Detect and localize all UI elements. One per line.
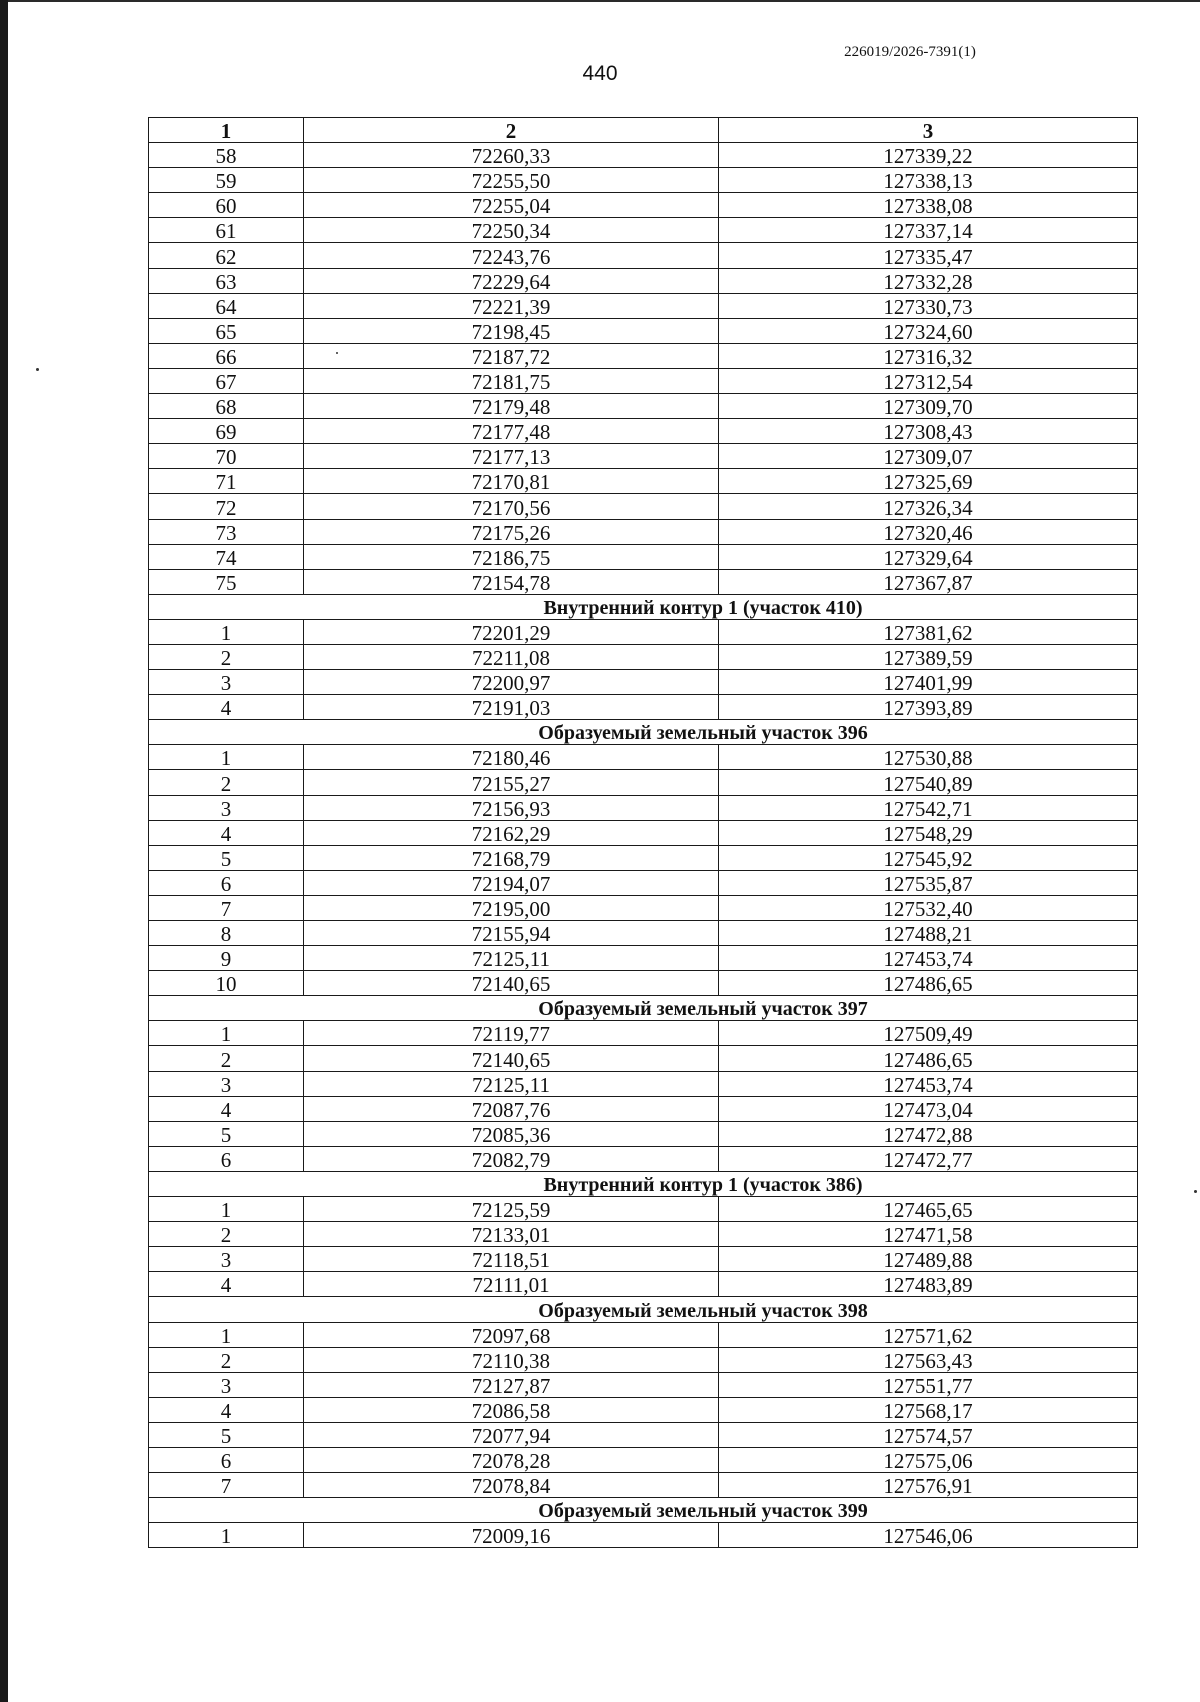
x-coordinate: 72170,81 <box>304 469 719 494</box>
y-coordinate: 127471,58 <box>719 1222 1138 1247</box>
section-title-row <box>149 594 1138 619</box>
x-coordinate: 72255,50 <box>304 168 719 193</box>
y-coordinate: 127453,74 <box>719 946 1138 971</box>
point-number: 1 <box>149 1021 304 1046</box>
x-coordinate: 72177,48 <box>304 419 719 444</box>
x-coordinate: 72181,75 <box>304 368 719 393</box>
table-header-row <box>149 118 1138 143</box>
y-coordinate: 127473,04 <box>719 1096 1138 1121</box>
table-row <box>149 795 1138 820</box>
y-coordinate: 127563,43 <box>719 1347 1138 1372</box>
y-coordinate: 127329,64 <box>719 544 1138 569</box>
y-coordinate: 127542,71 <box>719 795 1138 820</box>
y-coordinate: 127337,14 <box>719 218 1138 243</box>
x-coordinate: 72155,94 <box>304 921 719 946</box>
y-coordinate: 127393,89 <box>719 695 1138 720</box>
column-header: 2 <box>304 118 719 143</box>
x-coordinate: 72221,39 <box>304 293 719 318</box>
x-coordinate: 72175,26 <box>304 519 719 544</box>
x-coordinate: 72186,75 <box>304 544 719 569</box>
y-coordinate: 127326,34 <box>719 494 1138 519</box>
y-coordinate: 127338,13 <box>719 168 1138 193</box>
point-number: 3 <box>149 1247 304 1272</box>
y-coordinate: 127381,62 <box>719 619 1138 644</box>
x-coordinate: 72243,76 <box>304 243 719 268</box>
point-number: 4 <box>149 1272 304 1297</box>
y-coordinate: 127339,22 <box>719 143 1138 168</box>
x-coordinate: 72260,33 <box>304 143 719 168</box>
point-number: 72 <box>149 494 304 519</box>
table-row <box>149 921 1138 946</box>
y-coordinate: 127535,87 <box>719 870 1138 895</box>
table-row <box>149 494 1138 519</box>
y-coordinate: 127551,77 <box>719 1372 1138 1397</box>
y-coordinate: 127316,32 <box>719 343 1138 368</box>
x-coordinate: 72156,93 <box>304 795 719 820</box>
point-number: 2 <box>149 1046 304 1071</box>
y-coordinate: 127576,91 <box>719 1473 1138 1498</box>
x-coordinate: 72078,84 <box>304 1473 719 1498</box>
y-coordinate: 127309,70 <box>719 394 1138 419</box>
x-coordinate: 72168,79 <box>304 845 719 870</box>
x-coordinate: 72097,68 <box>304 1322 719 1347</box>
y-coordinate: 127545,92 <box>719 845 1138 870</box>
x-coordinate: 72211,08 <box>304 644 719 669</box>
x-coordinate: 72154,78 <box>304 569 719 594</box>
section-title-row <box>149 996 1138 1021</box>
point-number: 59 <box>149 168 304 193</box>
point-number: 65 <box>149 318 304 343</box>
x-coordinate: 72201,29 <box>304 619 719 644</box>
table-row <box>149 193 1138 218</box>
table-row <box>149 870 1138 895</box>
section-title-row <box>149 1297 1138 1322</box>
y-coordinate: 127548,29 <box>719 820 1138 845</box>
x-coordinate: 72086,58 <box>304 1397 719 1422</box>
table-row <box>149 619 1138 644</box>
point-number: 2 <box>149 644 304 669</box>
y-coordinate: 127486,65 <box>719 1046 1138 1071</box>
scan-left-edge <box>0 0 8 1702</box>
point-number: 10 <box>149 971 304 996</box>
table-row <box>149 1222 1138 1247</box>
table-row <box>149 745 1138 770</box>
table-row <box>149 770 1138 795</box>
x-coordinate: 72087,76 <box>304 1096 719 1121</box>
table-row <box>149 1146 1138 1171</box>
point-number: 1 <box>149 1197 304 1222</box>
point-number: 4 <box>149 695 304 720</box>
scan-speck <box>36 368 39 371</box>
y-coordinate: 127335,47 <box>719 243 1138 268</box>
y-coordinate: 127571,62 <box>719 1322 1138 1347</box>
section-title: Внутренний контур 1 (участок 386) <box>149 1171 1138 1196</box>
table-row <box>149 1197 1138 1222</box>
x-coordinate: 72127,87 <box>304 1372 719 1397</box>
point-number: 5 <box>149 845 304 870</box>
point-number: 3 <box>149 670 304 695</box>
scan-speck <box>1194 1190 1197 1193</box>
section-title: Образуемый земельный участок 397 <box>149 996 1138 1021</box>
point-number: 1 <box>149 1322 304 1347</box>
point-number: 58 <box>149 143 304 168</box>
table-row <box>149 644 1138 669</box>
point-number: 7 <box>149 895 304 920</box>
column-header: 1 <box>149 118 304 143</box>
table-row <box>149 971 1138 996</box>
x-coordinate: 72191,03 <box>304 695 719 720</box>
table-row <box>149 895 1138 920</box>
section-title-row <box>149 720 1138 745</box>
y-coordinate: 127330,73 <box>719 293 1138 318</box>
section-title-row <box>149 1171 1138 1196</box>
y-coordinate: 127488,21 <box>719 921 1138 946</box>
point-number: 68 <box>149 394 304 419</box>
point-number: 6 <box>149 1447 304 1472</box>
point-number: 75 <box>149 569 304 594</box>
table-row <box>149 670 1138 695</box>
table-row <box>149 845 1138 870</box>
point-number: 2 <box>149 1222 304 1247</box>
table-row <box>149 1473 1138 1498</box>
section-title: Образуемый земельный участок 396 <box>149 720 1138 745</box>
x-coordinate: 72119,77 <box>304 1021 719 1046</box>
point-number: 74 <box>149 544 304 569</box>
point-number: 5 <box>149 1121 304 1146</box>
point-number: 3 <box>149 1372 304 1397</box>
point-number: 61 <box>149 218 304 243</box>
y-coordinate: 127338,08 <box>719 193 1138 218</box>
x-coordinate: 72140,65 <box>304 971 719 996</box>
point-number: 7 <box>149 1473 304 1498</box>
y-coordinate: 127453,74 <box>719 1071 1138 1096</box>
y-coordinate: 127324,60 <box>719 318 1138 343</box>
x-coordinate: 72009,16 <box>304 1523 719 1548</box>
x-coordinate: 72078,28 <box>304 1447 719 1472</box>
point-number: 5 <box>149 1422 304 1447</box>
x-coordinate: 72198,45 <box>304 318 719 343</box>
section-title: Внутренний контур 1 (участок 410) <box>149 594 1138 619</box>
y-coordinate: 127546,06 <box>719 1523 1138 1548</box>
table-row <box>149 318 1138 343</box>
y-coordinate: 127401,99 <box>719 670 1138 695</box>
table-row <box>149 946 1138 971</box>
y-coordinate: 127312,54 <box>719 368 1138 393</box>
y-coordinate: 127489,88 <box>719 1247 1138 1272</box>
table-row <box>149 1372 1138 1397</box>
column-header: 3 <box>719 118 1138 143</box>
point-number: 2 <box>149 770 304 795</box>
point-number: 60 <box>149 193 304 218</box>
x-coordinate: 72125,59 <box>304 1197 719 1222</box>
page-number: 440 <box>582 62 618 85</box>
point-number: 6 <box>149 1146 304 1171</box>
table-row <box>149 168 1138 193</box>
y-coordinate: 127575,06 <box>719 1447 1138 1472</box>
point-number: 66 <box>149 343 304 368</box>
y-coordinate: 127367,87 <box>719 569 1138 594</box>
table-row <box>149 569 1138 594</box>
table-row <box>149 1247 1138 1272</box>
point-number: 64 <box>149 293 304 318</box>
table-row <box>149 268 1138 293</box>
y-coordinate: 127465,65 <box>719 1197 1138 1222</box>
table-row <box>149 1447 1138 1472</box>
table-row <box>149 368 1138 393</box>
point-number: 1 <box>149 745 304 770</box>
x-coordinate: 72077,94 <box>304 1422 719 1447</box>
table-row <box>149 394 1138 419</box>
y-coordinate: 127530,88 <box>719 745 1138 770</box>
y-coordinate: 127483,89 <box>719 1272 1138 1297</box>
point-number: 6 <box>149 870 304 895</box>
y-coordinate: 127325,69 <box>719 469 1138 494</box>
x-coordinate: 72111,01 <box>304 1272 719 1297</box>
x-coordinate: 72195,00 <box>304 895 719 920</box>
x-coordinate: 72155,27 <box>304 770 719 795</box>
point-number: 8 <box>149 921 304 946</box>
point-number: 1 <box>149 1523 304 1548</box>
table-row <box>149 1046 1138 1071</box>
y-coordinate: 127532,40 <box>719 895 1138 920</box>
y-coordinate: 127568,17 <box>719 1397 1138 1422</box>
table-row <box>149 1071 1138 1096</box>
x-coordinate: 72082,79 <box>304 1146 719 1171</box>
y-coordinate: 127486,65 <box>719 971 1138 996</box>
x-coordinate: 72177,13 <box>304 444 719 469</box>
scan-top-edge <box>8 0 1200 2</box>
point-number: 4 <box>149 820 304 845</box>
y-coordinate: 127472,77 <box>719 1146 1138 1171</box>
section-title-row <box>149 1498 1138 1523</box>
section-title: Образуемый земельный участок 398 <box>149 1297 1138 1322</box>
x-coordinate: 72125,11 <box>304 1071 719 1096</box>
table-row <box>149 519 1138 544</box>
table-row <box>149 444 1138 469</box>
x-coordinate: 72229,64 <box>304 268 719 293</box>
table-row <box>149 1347 1138 1372</box>
y-coordinate: 127540,89 <box>719 770 1138 795</box>
point-number: 4 <box>149 1397 304 1422</box>
table-row <box>149 1523 1138 1548</box>
table-row <box>149 1397 1138 1422</box>
table-row <box>149 293 1138 318</box>
x-coordinate: 72110,38 <box>304 1347 719 1372</box>
x-coordinate: 72125,11 <box>304 946 719 971</box>
y-coordinate: 127320,46 <box>719 519 1138 544</box>
x-coordinate: 72194,07 <box>304 870 719 895</box>
point-number: 3 <box>149 795 304 820</box>
x-coordinate: 72085,36 <box>304 1121 719 1146</box>
point-number: 9 <box>149 946 304 971</box>
table-row <box>149 419 1138 444</box>
y-coordinate: 127308,43 <box>719 419 1138 444</box>
document-number: 226019/2026-7391(1) <box>844 44 976 60</box>
table-row <box>149 695 1138 720</box>
table-row <box>149 1272 1138 1297</box>
x-coordinate: 72255,04 <box>304 193 719 218</box>
point-number: 3 <box>149 1071 304 1096</box>
point-number: 70 <box>149 444 304 469</box>
point-number: 71 <box>149 469 304 494</box>
x-coordinate: 72250,34 <box>304 218 719 243</box>
point-number: 73 <box>149 519 304 544</box>
table-row <box>149 218 1138 243</box>
point-number: 2 <box>149 1347 304 1372</box>
x-coordinate: 72187,72 <box>304 343 719 368</box>
x-coordinate: 72179,48 <box>304 394 719 419</box>
scan-speck <box>336 352 338 354</box>
table-row <box>149 469 1138 494</box>
x-coordinate: 72180,46 <box>304 745 719 770</box>
table-row <box>149 544 1138 569</box>
x-coordinate: 72133,01 <box>304 1222 719 1247</box>
table-row <box>149 1322 1138 1347</box>
y-coordinate: 127389,59 <box>719 644 1138 669</box>
point-number: 69 <box>149 419 304 444</box>
table-row <box>149 820 1138 845</box>
x-coordinate: 72118,51 <box>304 1247 719 1272</box>
coordinates-table-body <box>149 118 1138 1548</box>
table-row <box>149 143 1138 168</box>
table-row <box>149 1021 1138 1046</box>
coordinates-table <box>148 117 1138 1548</box>
point-number: 1 <box>149 619 304 644</box>
x-coordinate: 72140,65 <box>304 1046 719 1071</box>
table-row <box>149 1121 1138 1146</box>
table-row <box>149 1096 1138 1121</box>
point-number: 62 <box>149 243 304 268</box>
x-coordinate: 72162,29 <box>304 820 719 845</box>
table-row <box>149 343 1138 368</box>
y-coordinate: 127309,07 <box>719 444 1138 469</box>
y-coordinate: 127472,88 <box>719 1121 1138 1146</box>
x-coordinate: 72170,56 <box>304 494 719 519</box>
x-coordinate: 72200,97 <box>304 670 719 695</box>
y-coordinate: 127509,49 <box>719 1021 1138 1046</box>
point-number: 4 <box>149 1096 304 1121</box>
table-row <box>149 243 1138 268</box>
y-coordinate: 127574,57 <box>719 1422 1138 1447</box>
point-number: 63 <box>149 268 304 293</box>
point-number: 67 <box>149 368 304 393</box>
table-row <box>149 1422 1138 1447</box>
y-coordinate: 127332,28 <box>719 268 1138 293</box>
section-title: Образуемый земельный участок 399 <box>149 1498 1138 1523</box>
